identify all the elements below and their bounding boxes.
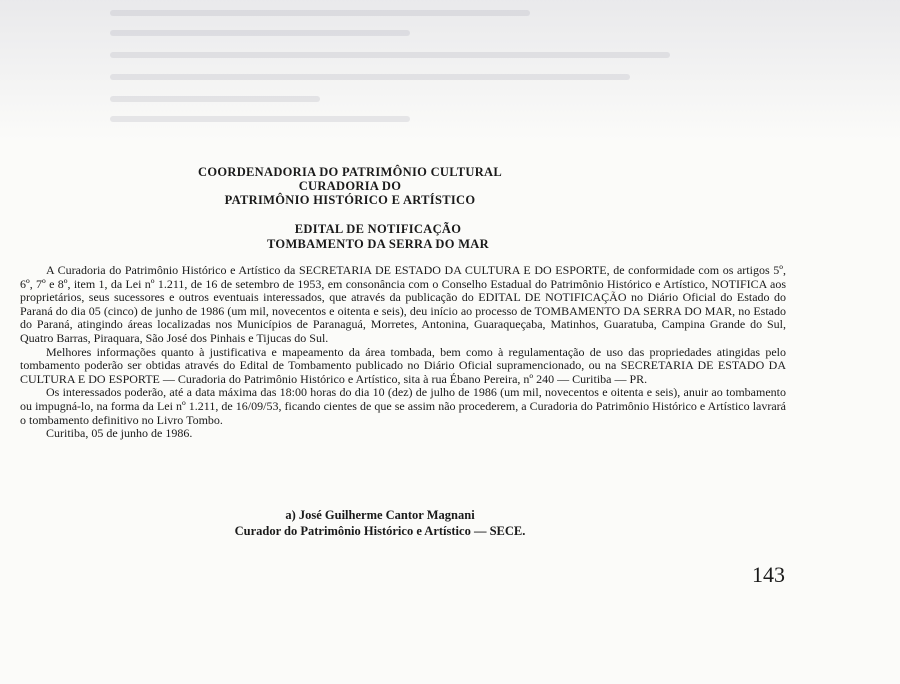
show-through-line xyxy=(110,74,630,80)
show-through-line xyxy=(110,96,320,102)
header-line-2: CURADORIA DO xyxy=(298,179,402,193)
show-through-line xyxy=(110,30,410,36)
paragraph-information: Melhores informações quanto à justificativa e mapeamento da área tombada, bem como à regulamentação de uso das propriedades atingidas pelo tombamento poderão ser obtidas através do Edital de Tombamento publicado no Diário Oficial supramencionado, ou na SECRETARIA DE ESTADO DA CULTURA E DO ESPORTE — Curadoria do Patrimônio Histórico e Artístico, sita à rua Ébano Pereira, nº 240 — Curitiba — PR. xyxy=(20,344,786,386)
header-line-3: PATRIMÔNIO HISTÓRICO E ARTÍSTICO xyxy=(224,193,476,207)
paragraph-notification: A Curadoria do Patrimônio Histórico e Artístico da SECRETARIA DE ESTADO DA CULTURA E DO ESPORTE, de conformidade com os artigos 5º, 6º, 7º e 8º, item 1, da Lei nº 1.211, de 16 de setembro de 1953, em consonância com o Conselho Estadual do Patrimônio Histórico e Artístico, NOTIFICA aos proprietários, seus sucessores e outros eventuais interessados, que através da publicação do EDITAL DE NOTIFICAÇÃO no Diário Oficial do Estado do Paraná do dia 05 (cinco) de junho de 1986 (um mil, novecentos e oitenta e seis), deu início ao processo de TOMBAMENTO DA SERRA DO MAR, no Estado do Paraná, atingindo áreas localizadas nos Municípios de Paranaguá, Morretes, Antonina, Guaraqueçaba, Matinhos, Guaratuba, Campina Grande do Sul, Quatro Barras, Piraquara, São José dos Pinhais e Tijucas do Sul. xyxy=(20,263,786,345)
notice-body xyxy=(20,264,786,441)
edital-subtitle: TOMBAMENTO DA SERRA DO MAR xyxy=(267,237,489,251)
edital-title: EDITAL DE NOTIFICAÇÃO xyxy=(294,222,462,236)
page-number: 143 xyxy=(752,562,785,587)
header-line-1: COORDENADORIA DO PATRIMÔNIO CULTURAL xyxy=(198,165,502,179)
place-date: Curitiba, 05 de junho de 1986. xyxy=(46,426,193,441)
show-through-line xyxy=(110,116,410,122)
paragraph-deadline: Os interessados poderão, até a data máxima das 18:00 horas do dia 10 (dez) de julho de 1986 (um mil, novecentos e oitenta e seis), anuir ao tombamento ou impugná-lo, na forma da Lei nº 1.211, de 16/09/53, ficando cientes de que se assim não procederem, a Curadoria do Patrimônio Histórico e Artístico lavrará o tombamento definitivo no Livro Tombo. xyxy=(20,385,786,427)
show-through-line xyxy=(110,10,530,16)
signature-name: a) José Guilherme Cantor Magnani xyxy=(285,508,475,522)
show-through-line xyxy=(110,52,670,58)
signature-title: Curador do Patrimônio Histórico e Artístico — SECE. xyxy=(234,524,526,538)
